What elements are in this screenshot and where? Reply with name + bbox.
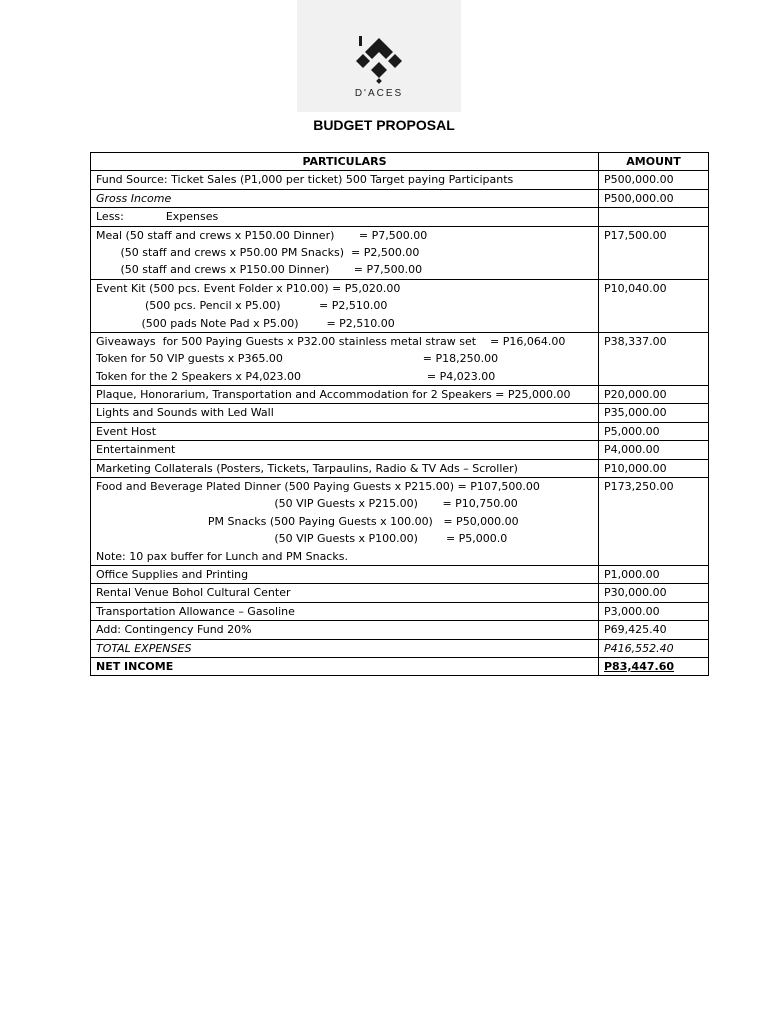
table-row: [91, 404, 709, 422]
table-header-row: [91, 153, 709, 171]
particulars-line: TOTAL EXPENSES: [96, 641, 192, 655]
particulars-cell: [91, 208, 599, 226]
particulars-line: Meal (50 staff and crews x P150.00 Dinner) = P7,500.00: [96, 228, 428, 242]
amount-cell: [599, 189, 709, 207]
particulars-cell: [91, 404, 599, 422]
particulars-line: Less: Expenses: [96, 210, 219, 224]
amount-value: P83,447.60: [604, 659, 674, 673]
particulars-line: Event Host: [96, 424, 157, 438]
particulars-cell: [91, 584, 599, 602]
amount-cell: [599, 478, 709, 566]
amount-value: P38,337.00: [604, 334, 667, 348]
table-row: [91, 459, 709, 477]
logo-wordmark: D'ACES: [354, 88, 404, 99]
amount-value: P500,000.00: [604, 191, 674, 205]
amount-value: P10,040.00: [604, 281, 667, 295]
amount-value: P17,500.00: [604, 228, 667, 242]
amount-value: P20,000.00: [604, 388, 667, 402]
amount-value: P4,000.00: [604, 443, 660, 457]
table-row: [91, 602, 709, 620]
amount-cell: [599, 404, 709, 422]
amount-value: P173,250.00: [604, 480, 674, 494]
particulars-line: Giveaways for 500 Paying Guests x P32.00 stainless metal straw set = P16,064.00: [96, 334, 566, 348]
amount-value: P3,000.00: [604, 604, 660, 618]
amount-value: P35,000.00: [604, 406, 667, 420]
particulars-cell: [91, 478, 599, 566]
table-row: [91, 171, 709, 189]
particulars-line: PM Snacks (500 Paying Guests x 100.00) = P50,000.00: [96, 514, 519, 528]
particulars-cell: [91, 566, 599, 584]
particulars-cell: [91, 386, 599, 404]
daces-logo-icon: [349, 34, 409, 86]
amount-value: P10,000.00: [604, 461, 667, 475]
particulars-cell: [91, 422, 599, 440]
particulars-line: Lights and Sounds with Led Wall: [96, 406, 274, 420]
particulars-cell: [91, 441, 599, 459]
amount-cell: [599, 208, 709, 226]
amount-cell: [599, 602, 709, 620]
table-body: [91, 171, 709, 676]
particulars-cell: [91, 332, 599, 385]
particulars-cell: [91, 639, 599, 657]
particulars-line: Transportation Allowance – Gasoline: [96, 604, 295, 618]
amount-cell: [599, 566, 709, 584]
table-row: [91, 566, 709, 584]
table-row: [91, 657, 709, 675]
amount-cell: [599, 422, 709, 440]
particulars-line: Rental Venue Bohol Cultural Center: [96, 586, 291, 600]
particulars-line: Add: Contingency Fund 20%: [96, 623, 252, 637]
particulars-cell: [91, 602, 599, 620]
table-row: [91, 386, 709, 404]
particulars-line: Gross Income: [96, 191, 172, 205]
particulars-cell: [91, 459, 599, 477]
amount-cell: [599, 441, 709, 459]
column-header-amount: AMOUNT: [599, 153, 709, 171]
table-row: [91, 422, 709, 440]
particulars-cell: [91, 171, 599, 189]
particulars-line: (500 pcs. Pencil x P5.00) = P2,510.00: [96, 299, 388, 313]
table-row: [91, 621, 709, 639]
table-row: [91, 279, 709, 332]
particulars-line: Marketing Collaterals (Posters, Tickets, Tarpaulins, Radio & TV Ads – Scroller): [96, 461, 518, 475]
amount-cell: [599, 621, 709, 639]
particulars-line: (50 VIP Guests x P215.00) = P10,750.00: [96, 497, 518, 511]
table-row: [91, 332, 709, 385]
particulars-line: NET INCOME: [96, 659, 174, 673]
amount-value: P1,000.00: [604, 568, 660, 581]
particulars-line: Food and Beverage Plated Dinner (500 Paying Guests x P215.00) = P107,500.00: [96, 480, 540, 494]
amount-value: P69,425.40: [604, 623, 667, 637]
particulars-line: Plaque, Honorarium, Transportation and Accommodation for 2 Speakers = P25,000.00: [96, 388, 571, 402]
particulars-line: (50 VIP Guests x P100.00) = P5,000.0: [96, 532, 508, 546]
amount-cell: [599, 386, 709, 404]
table-row: [91, 441, 709, 459]
logo-area: [297, 0, 461, 112]
particulars-line: Note: 10 pax buffer for Lunch and PM Snacks.: [96, 549, 348, 563]
amount-value: [604, 208, 703, 225]
amount-value: P30,000.00: [604, 586, 667, 600]
particulars-cell: [91, 189, 599, 207]
particulars-cell: [91, 226, 599, 279]
particulars-line: (500 pads Note Pad x P5.00) = P2,510.00: [96, 316, 395, 330]
particulars-line: Token for 50 VIP guests x P365.00 = P18,250.00: [96, 352, 499, 366]
amount-cell: [599, 657, 709, 675]
amount-cell: [599, 279, 709, 332]
table-row: [91, 226, 709, 279]
table-row: [91, 584, 709, 602]
particulars-cell: [91, 657, 599, 675]
amount-cell: [599, 584, 709, 602]
amount-value: P5,000.00: [604, 424, 660, 438]
particulars-line: (50 staff and crews x P50.00 PM Snacks) = P2,500.00: [96, 245, 420, 259]
particulars-line: Fund Source: Ticket Sales (P1,000 per ticket) 500 Target paying Participants: [96, 173, 514, 187]
page-title: BUDGET PROPOSAL: [313, 117, 455, 133]
table-row: [91, 189, 709, 207]
amount-value: P500,000.00: [604, 173, 674, 187]
particulars-cell: [91, 621, 599, 639]
table-row: [91, 639, 709, 657]
amount-cell: [599, 639, 709, 657]
column-header-particulars: PARTICULARS: [91, 153, 599, 171]
amount-cell: [599, 226, 709, 279]
amount-cell: [599, 332, 709, 385]
amount-cell: [599, 171, 709, 189]
budget-table: [90, 152, 709, 676]
particulars-line: Event Kit (500 pcs. Event Folder x P10.00) = P5,020.00: [96, 281, 401, 295]
amount-cell: [599, 459, 709, 477]
amount-value: P416,552.40: [604, 641, 674, 655]
particulars-cell: [91, 279, 599, 332]
table-row: [91, 478, 709, 566]
particulars-line: Office Supplies and Printing: [96, 568, 249, 581]
table-row: [91, 208, 709, 226]
particulars-line: (50 staff and crews x P150.00 Dinner) = P7,500.00: [96, 263, 423, 277]
particulars-line: Entertainment: [96, 443, 176, 457]
particulars-line: Token for the 2 Speakers x P4,023.00 = P4,023.00: [96, 369, 496, 383]
